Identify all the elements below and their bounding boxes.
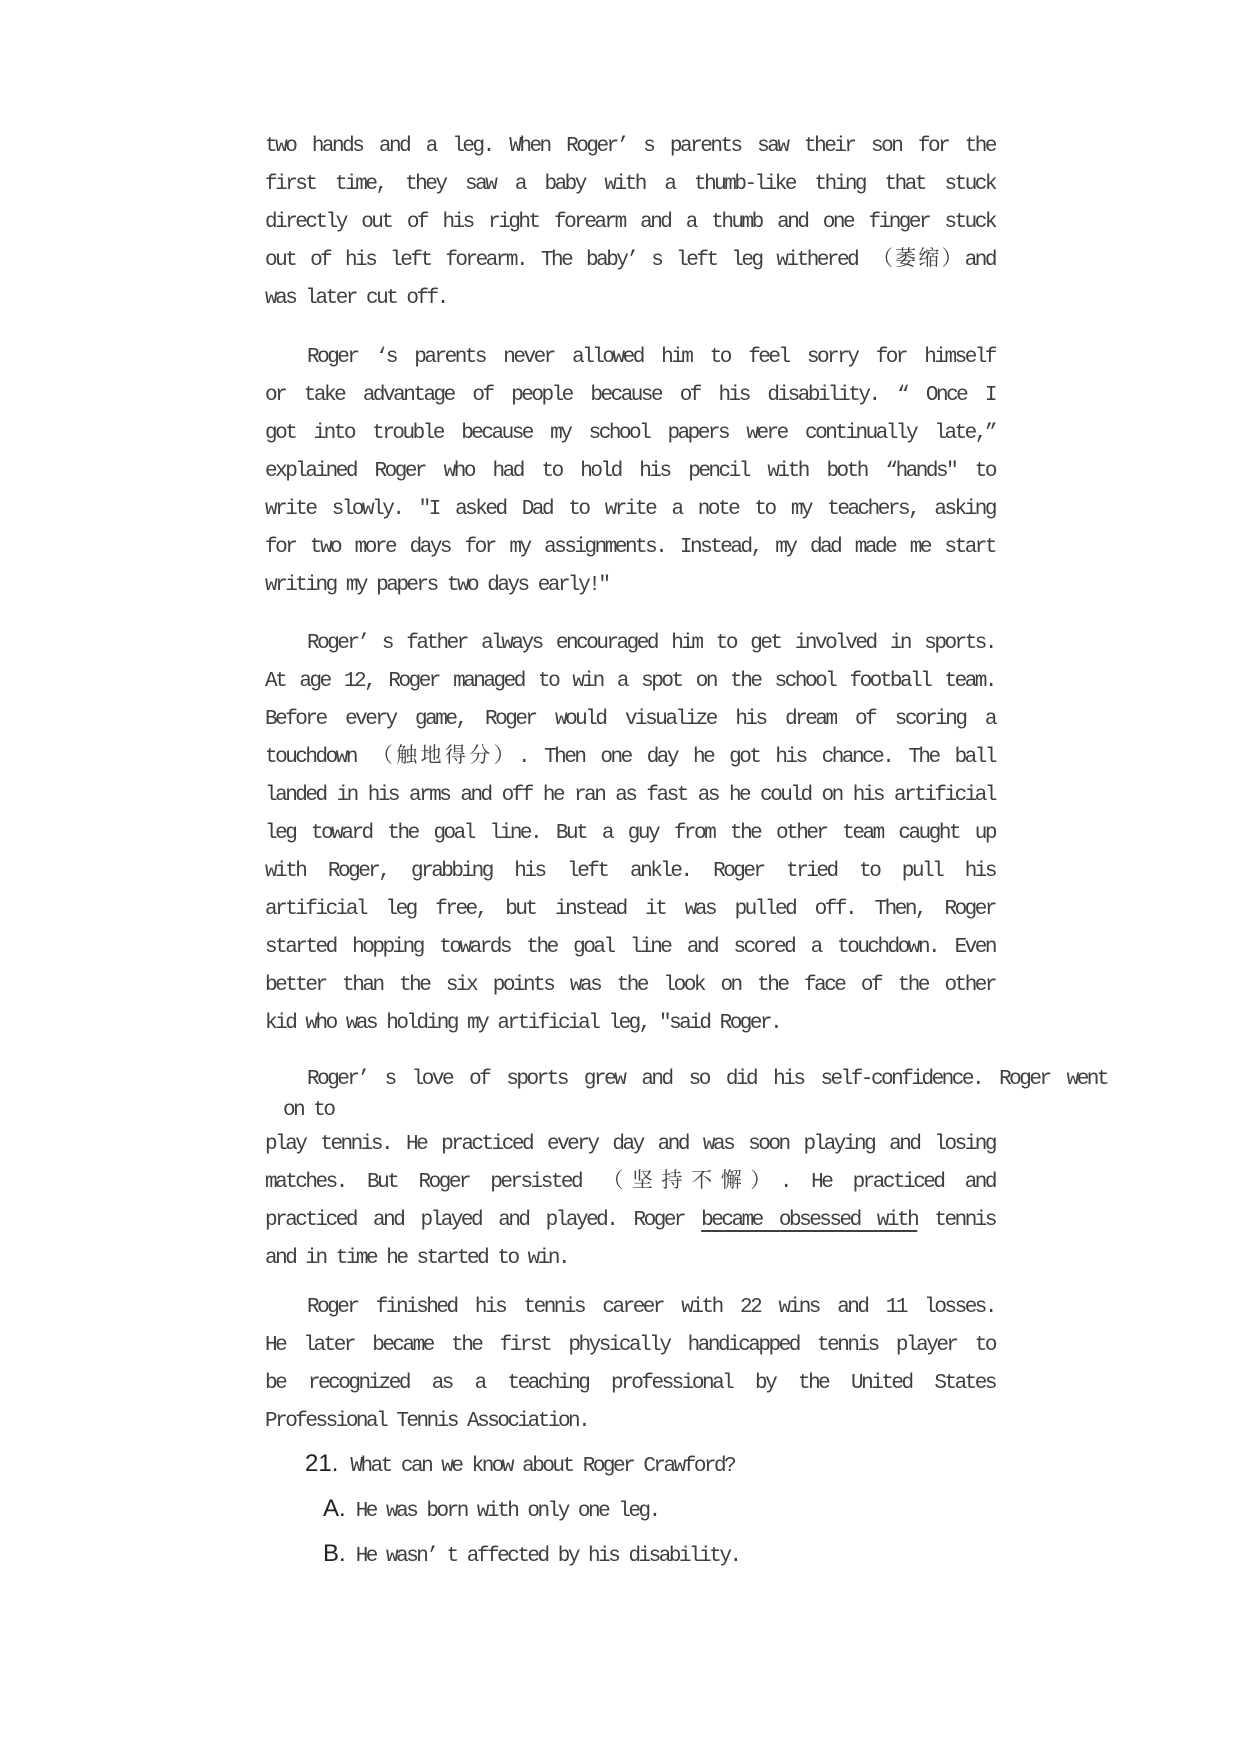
- text-line: or take advantage of people because of his disability. “ Once I: [265, 384, 995, 407]
- text-line: Roger’ s love of sports grew and so did his self-confidence. Roger went: [307, 1068, 1107, 1091]
- text-line: Roger finished his tennis career with 22 wins and 11 losses.: [307, 1296, 995, 1319]
- option-b: [305, 1533, 995, 1578]
- text-line: leg toward the goal line. But a guy from the other team caught up: [265, 822, 995, 845]
- text-line: Professional Tennis Association.: [265, 1410, 589, 1433]
- text-line: touchdown （触地得分）. Then one day he got his chance. The ball: [265, 746, 995, 769]
- paragraph: [265, 1064, 1107, 1278]
- underlined-phrase: became obsessed with: [701, 1209, 918, 1232]
- text-line: Roger ‘s parents never allowed him to feel sorry for himself: [307, 346, 995, 369]
- text-line: practiced and played and played. Roger became obsessed with tennis: [265, 1209, 996, 1232]
- text-line: was later cut off.: [265, 287, 447, 310]
- text-line: write slowly. ″I asked Dad to write a note to my teachers, asking: [265, 498, 995, 521]
- paragraph: [265, 339, 995, 605]
- option-b-label: B.: [323, 1540, 346, 1567]
- text-line: matches. But Roger persisted （坚持不懈）. He practiced and: [265, 1171, 995, 1194]
- text-line: Before every game, Roger would visualize his dream of scoring a: [265, 708, 995, 731]
- text-line: on to: [283, 1099, 334, 1122]
- option-a: [305, 1488, 995, 1533]
- text-line: and in time he started to win.: [265, 1247, 569, 1270]
- paragraph: [265, 1289, 995, 1441]
- text-line: kid who was holding my artificial leg, ″said Roger.: [265, 1012, 781, 1035]
- text-line: landed in his arms and off he ran as fast as he could on his artificial: [265, 784, 995, 807]
- text-line: got into trouble because my school papers were continually late,”: [265, 422, 995, 445]
- option-a-text: He was born with only one leg.: [355, 1500, 659, 1523]
- text-line: directly out of his right forearm and a thumb and one finger stuck: [265, 211, 995, 234]
- text-line: play tennis. He practiced every day and was soon playing and losing: [265, 1133, 995, 1156]
- text-line: out of his left forearm. The baby’ s left leg withered （萎缩）and: [265, 249, 995, 272]
- text-line: At age 12, Roger managed to win a spot on the school football team.: [265, 670, 995, 693]
- text-line: Roger’ s father always encouraged him to get involved in sports.: [307, 632, 995, 655]
- option-a-label: A.: [323, 1495, 346, 1522]
- question-block: [265, 1443, 995, 1578]
- text-line: better than the six points was the look on the face of the other: [265, 974, 995, 997]
- text-line: artificial leg free, but instead it was pulled off. Then, Roger: [265, 898, 995, 921]
- paragraph: [265, 625, 995, 1043]
- paragraph: [265, 128, 995, 318]
- reading-passage: [265, 128, 1107, 1441]
- question-text: What can we know about Roger Crawford?: [350, 1455, 735, 1478]
- question-number: 21.: [305, 1450, 339, 1477]
- question-21: [305, 1443, 995, 1488]
- text-line: He later became the first physically handicapped tennis player to: [265, 1334, 995, 1357]
- text-line: explained Roger who had to hold his pencil with both “hands″ to: [265, 460, 995, 483]
- page-content: [265, 128, 1107, 1578]
- text-line: writing my papers two days early!″: [265, 574, 609, 597]
- option-b-text: He wasn’ t affected by his disability.: [355, 1545, 740, 1568]
- text-line: with Roger, grabbing his left ankle. Roger tried to pull his: [265, 860, 995, 883]
- text-line: two hands and a leg. When Roger’ s parents saw their son for the: [265, 135, 995, 158]
- text-line: for two more days for my assignments. Instead, my dad made me start: [265, 536, 995, 559]
- text-line: first time, they saw a baby with a thumb-like thing that stuck: [265, 173, 995, 196]
- text-line: be recognized as a teaching professional by the United States: [265, 1372, 995, 1395]
- text-line: started hopping towards the goal line and scored a touchdown. Even: [265, 936, 995, 959]
